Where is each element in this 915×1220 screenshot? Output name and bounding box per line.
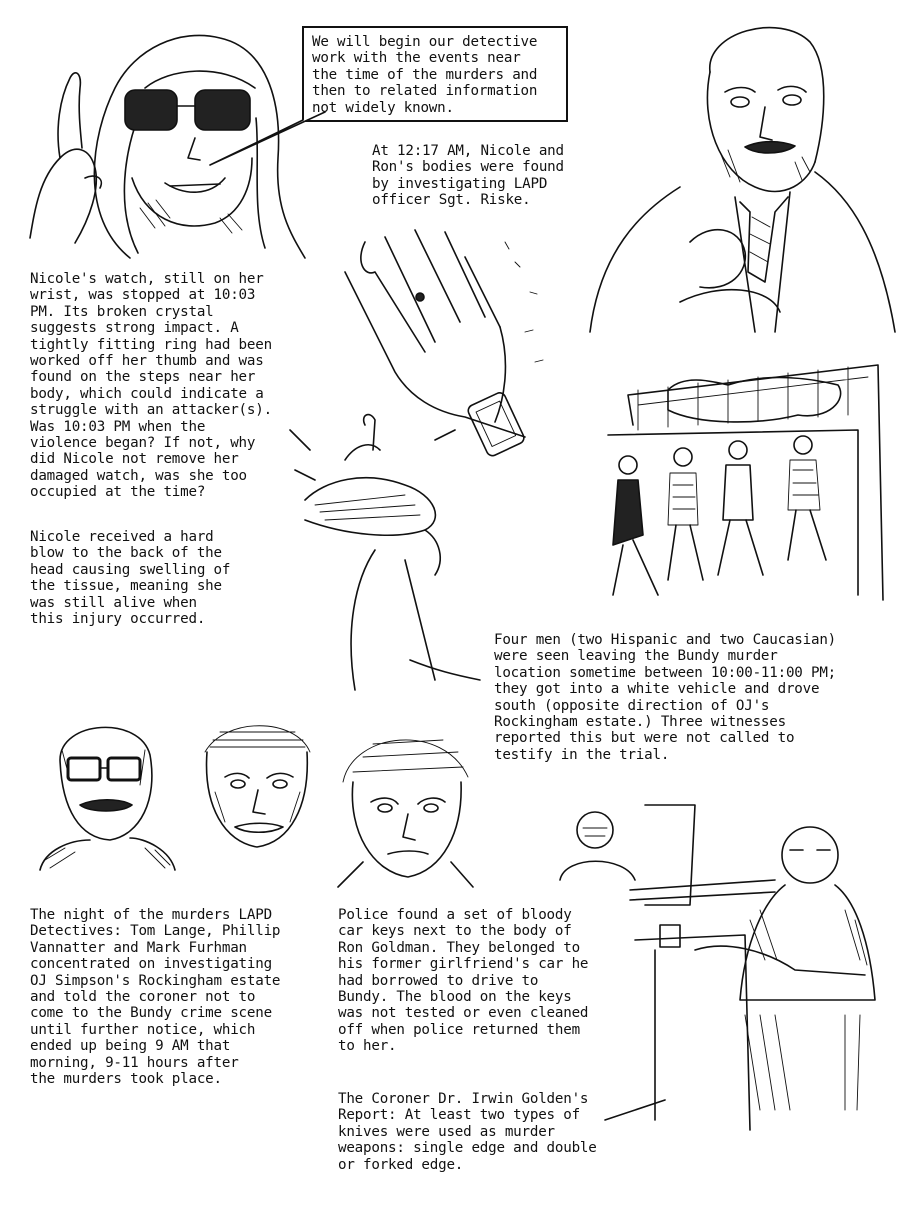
detective-tom-lange-portrait [30, 710, 180, 870]
caption-bloody-keys: Police found a set of bloody car keys next to the body of Ron Goldman. They belonged to his former girlfriend's car he had borrowed to drive to Bundy. The blood on the keys was not tested or even cleaned off when police returned them to her. [338, 907, 589, 1055]
coroner-witness-stand-illustration [545, 800, 895, 1140]
caption-four-men: Four men (two Hispanic and two Caucasian) were seen leaving the Bundy murder location sometime between 10:00-11:00 PM; they got into a white vehicle and drove south (opposite direction of OJ's Rockingham estate.) Three witnesses reported this but were not called to testify in the trial. [494, 632, 837, 763]
caption-detectives: The night of the murders LAPD Detectives: Tom Lange, Phillip Vannatter and Mark Furhman concentrated on investigating OJ Simpson's Rockingham estate and told the coroner not to come to the Bundy crime scene until further notice, which ended up being 9 AM that morning, 9-11 hours after the murders took place. [30, 907, 281, 1088]
detective-mark-furhman-portrait [333, 722, 478, 887]
speech-bubble-tail [205, 100, 325, 170]
speech-bubble-text: We will begin our detective work with the events near the time of the murders and then to related information not widely known. [312, 34, 538, 116]
four-men-leaving-illustration [598, 345, 898, 615]
caption-bodies-found: At 12:17 AM, Nicole and Ron's bodies were found by investigating LAPD officer Sgt. Riske. [372, 143, 564, 209]
caption-coroner-report: The Coroner Dr. Irwin Golden's Report: At least two types of knives were used as murder weapons: single edge and double or forked edge. [338, 1091, 597, 1173]
caption-watch-stopped: Nicole's watch, still on her wrist, was stopped at 10:03 PM. Its broken crystal suggests strong impact. A tightly fitting ring had been worked off her thumb and was found on the steps near her body, which could indicate a struggle with an attacker(s). Was 10:03 PM when the violence began? If not, why did Nicole not remove her damaged watch, was she too occupied at the time? [30, 271, 272, 501]
speech-bubble [302, 26, 568, 122]
nicole-attack-illustration [285, 410, 490, 705]
caption-head-blow: Nicole received a hard blow to the back of the head causing swelling of the tissue, meaning she was still alive when this injury occurred. [30, 529, 231, 628]
sgt-riske-illustration [580, 12, 900, 342]
detective-phillip-vannatter-portrait [185, 712, 330, 872]
